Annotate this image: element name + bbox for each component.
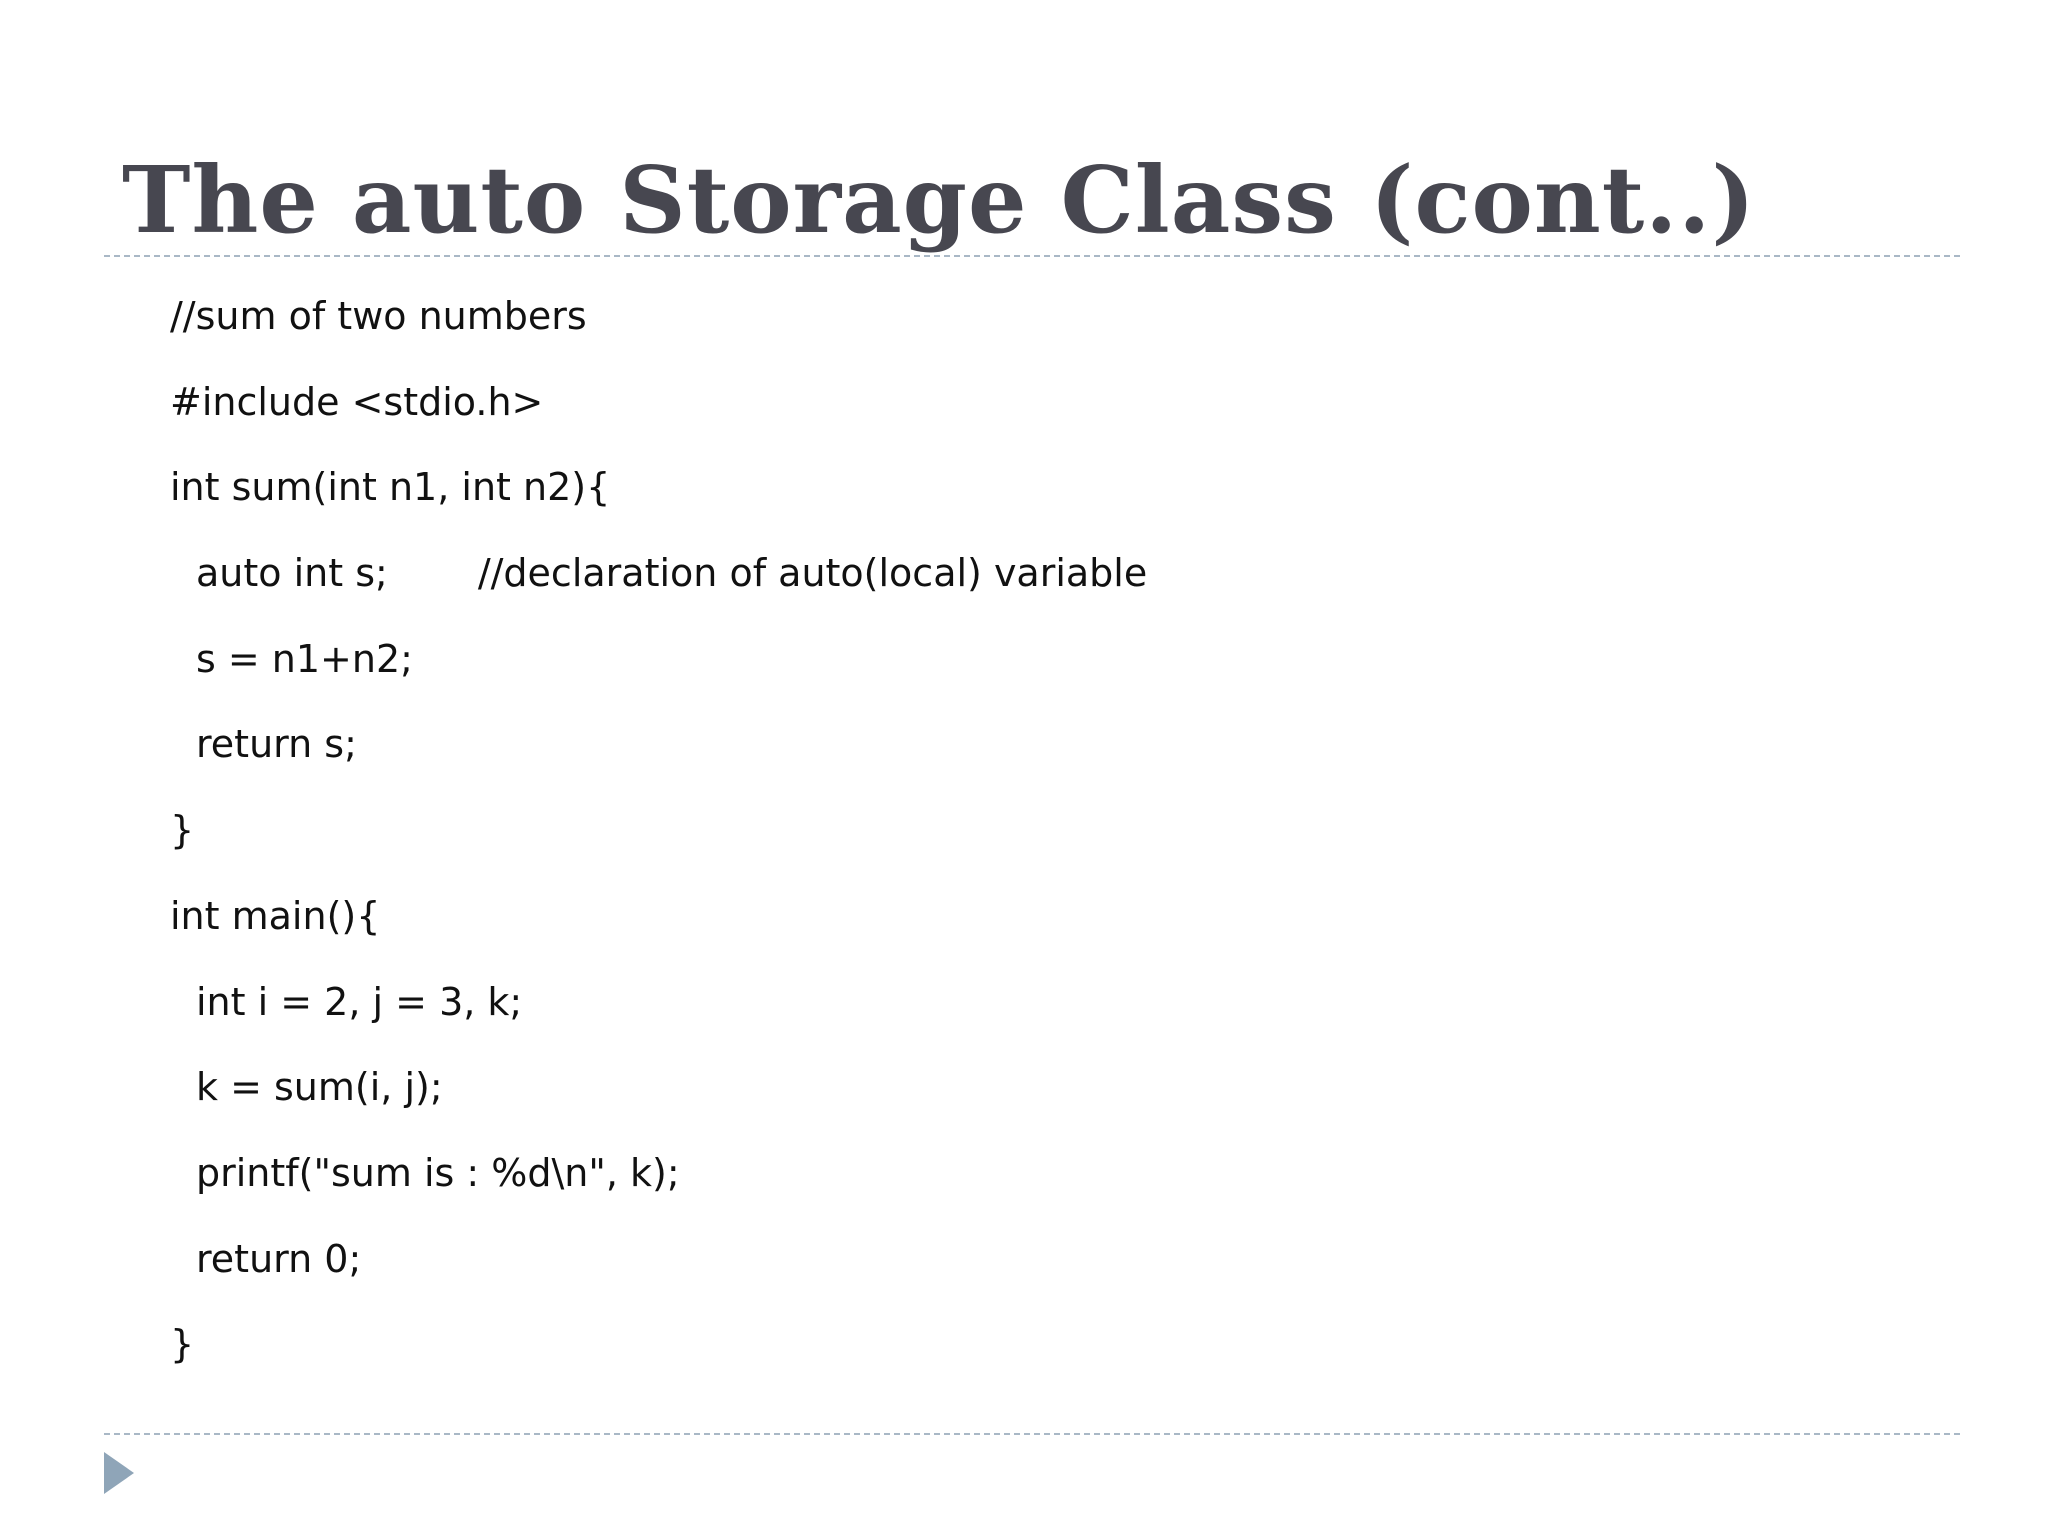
code-text: //sum of two numbers <box>170 294 587 338</box>
play-arrow-icon <box>104 1452 134 1494</box>
code-text: k = sum(i, j); <box>196 1065 443 1110</box>
code-text: int i = 2, j = 3, k; <box>196 979 523 1024</box>
code-block <box>170 284 1147 1398</box>
code-text: return s; <box>196 722 357 767</box>
code-line <box>170 455 1147 541</box>
footer-divider <box>104 1433 1960 1435</box>
code-line <box>170 1055 1147 1141</box>
code-text: } <box>170 808 195 853</box>
code-line <box>170 1312 1147 1398</box>
slide-title: The auto Storage Class (cont..) <box>122 146 1756 254</box>
code-comment: //declaration of auto(local) variable <box>477 551 1148 596</box>
code-text: return 0; <box>196 1236 362 1281</box>
code-line <box>170 712 1147 798</box>
code-text: auto int s; <box>196 551 388 596</box>
code-text: int sum(int n1, int n2){ <box>170 465 611 510</box>
code-line <box>170 970 1147 1056</box>
code-line <box>170 798 1147 884</box>
code-text: s = n1+n2; <box>196 636 413 681</box>
code-text: #include <stdio.h> <box>170 379 544 424</box>
code-line <box>170 541 1147 627</box>
code-text: } <box>170 1322 195 1367</box>
code-line <box>170 370 1147 456</box>
code-line <box>170 627 1147 713</box>
code-line <box>170 284 1147 370</box>
code-line <box>170 1227 1147 1313</box>
title-divider <box>104 255 1960 257</box>
code-line <box>170 1141 1147 1227</box>
code-text: int main(){ <box>170 893 381 938</box>
code-text: printf("sum is : %d\n", k); <box>196 1150 680 1195</box>
code-line <box>170 884 1147 970</box>
